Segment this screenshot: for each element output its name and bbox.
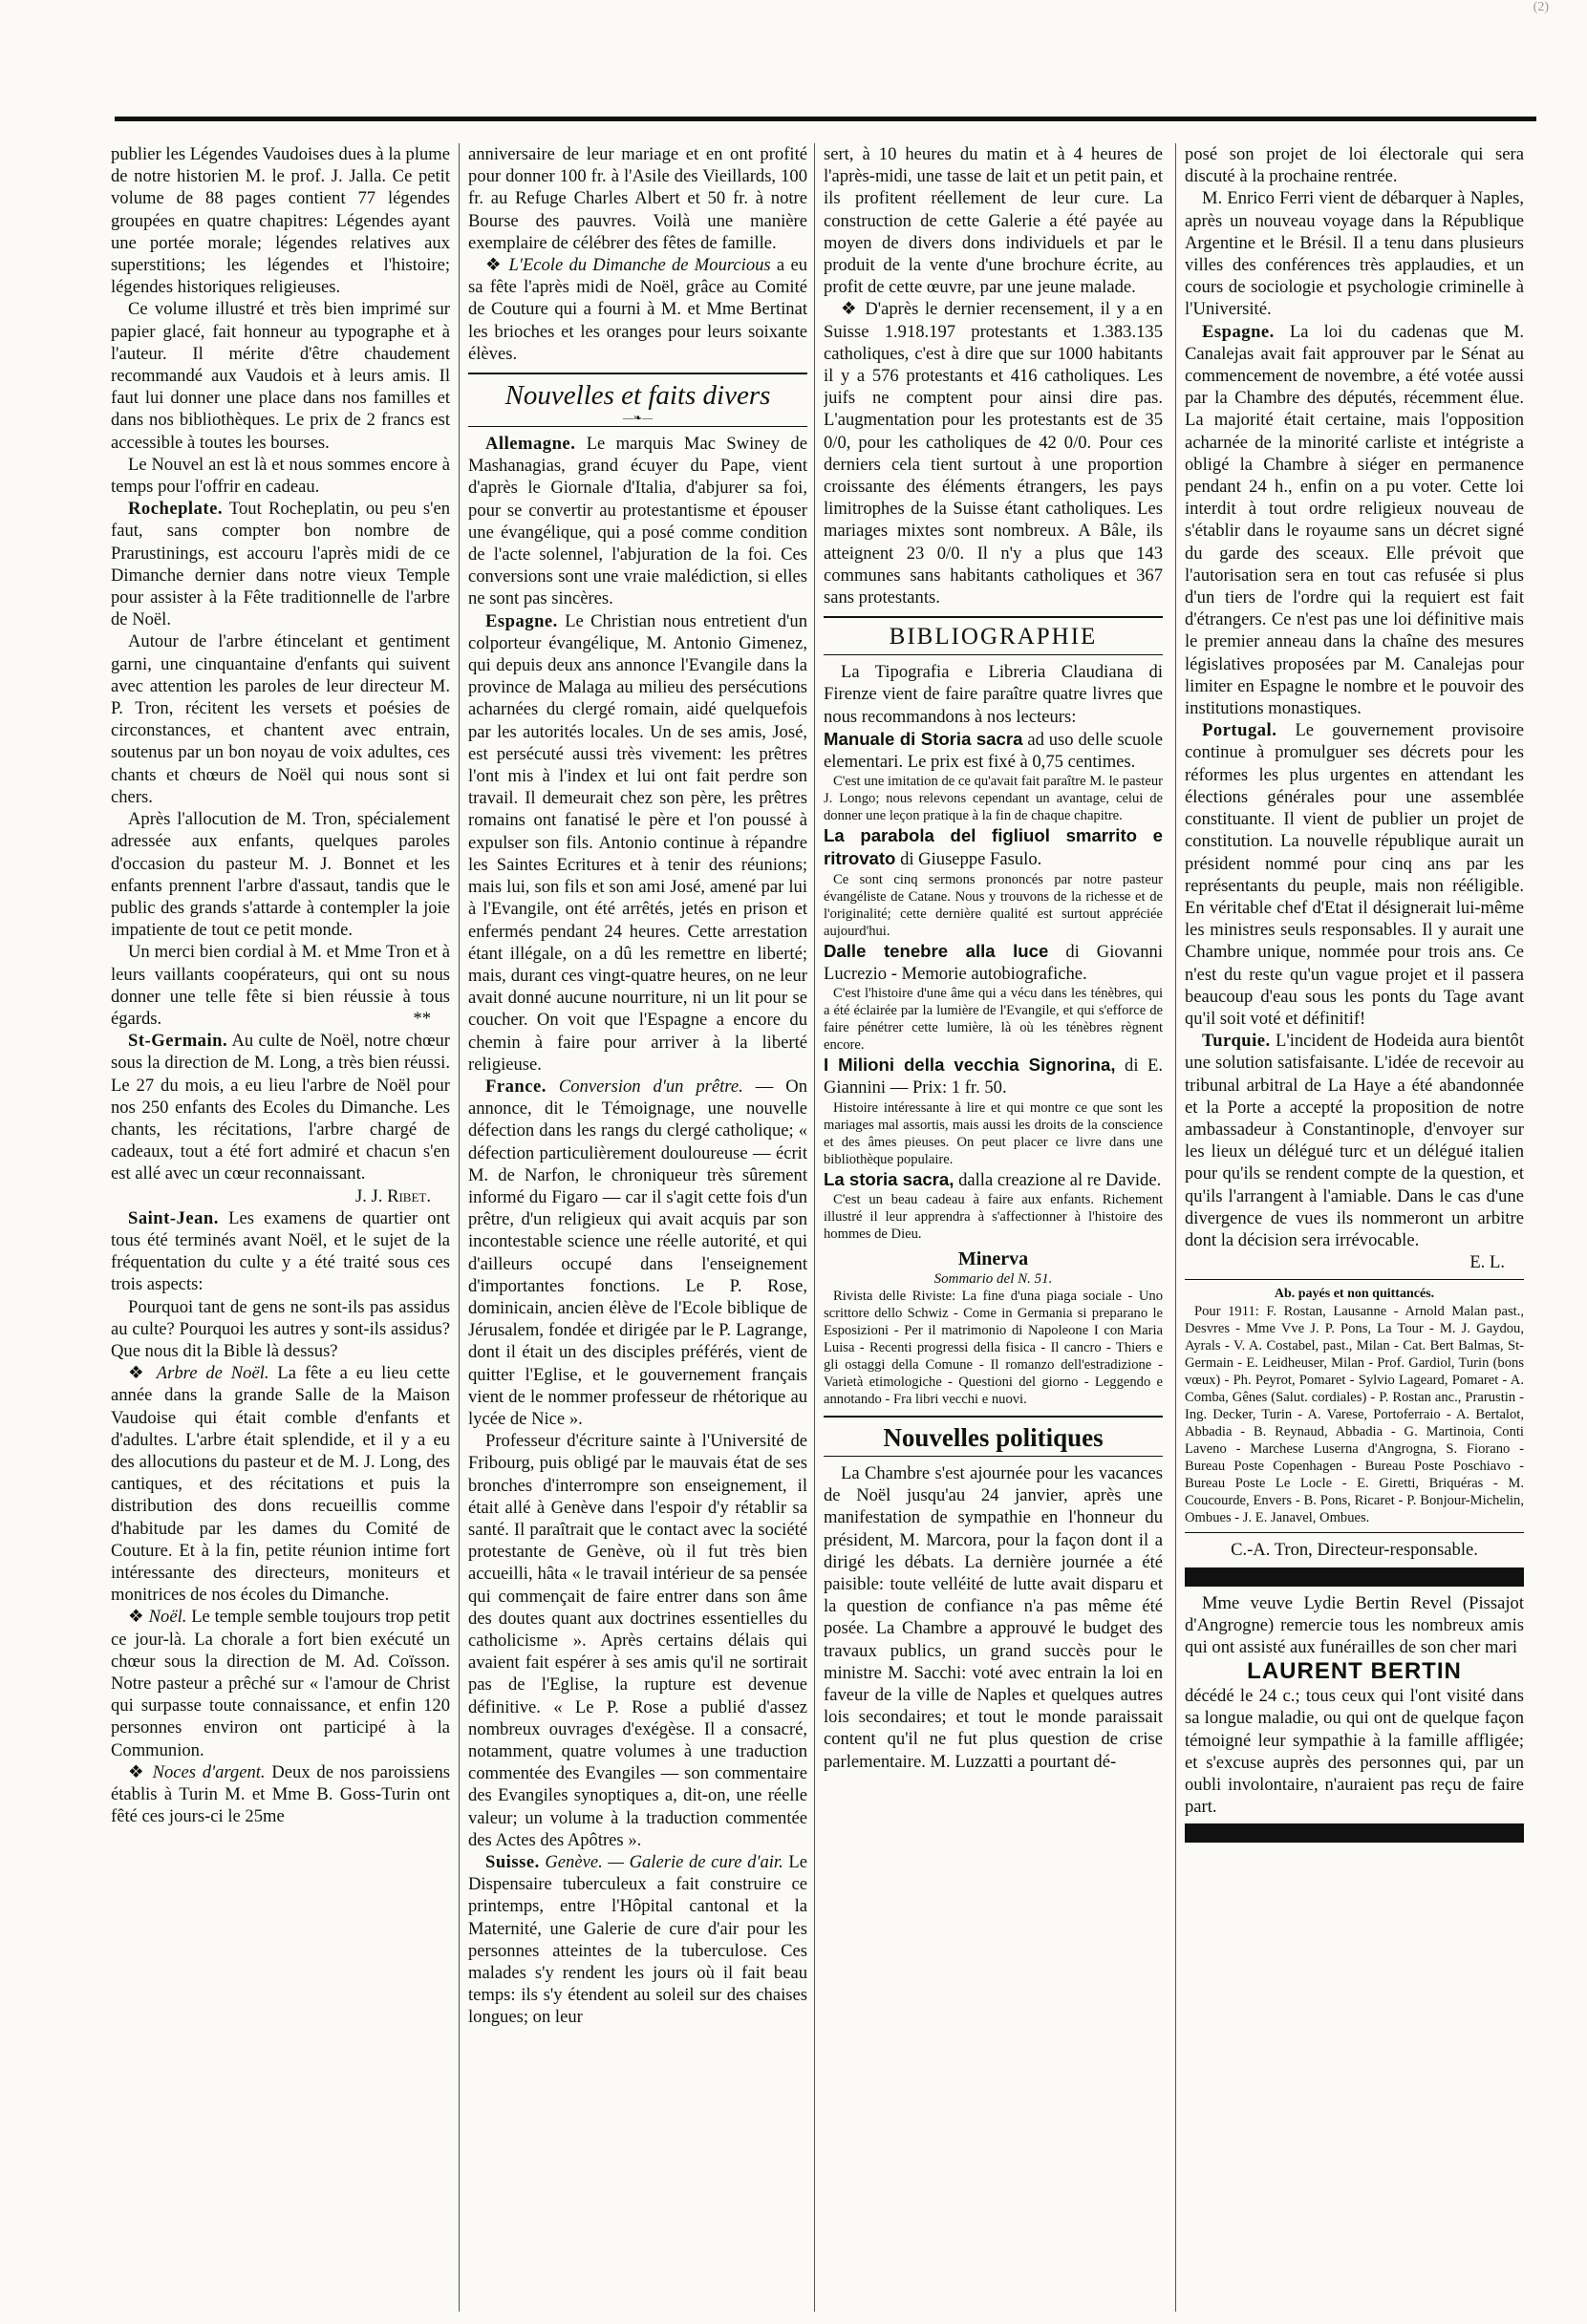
news-item-noces (111, 1761, 450, 1828)
subscriptions-list: Pour 1911: F. Rostan, Lausanne - Arnold Malan past., Desvres - Mme Vve J. P. Pons, La Tour - M. J. Gaydou, Ayrals - V. A. Costabel, past., Milan - Cat. Bert Balmas, St-Germain - E. Leidheuser, Milan - Prof. Gardiol, Turin (bons vœux) - Ph. Peyrot, Pomaret - Sylvio Lageard, Pomaret - A. Comba, Gênes (Salut. cordiales) - P. Rostan anc., Prarustin - Ing. Decker, Turin - A. Varese, Portoferraio - A. Bertalot, Abbadia - B. Reynaud, Abbadia - G. Martinoia, Conti Laveno - Marchese Luserna d'Angrogna, S. Fiorano - Bureau Poste Copenhagen - Bureau Poste Poschiavo - Bureau Poste Le Locle - E. Giretti, Briquéras - M. Coucourde, Envers - B. Pons, Ricaret - P. Bonjour-Michelin, Ombues - J. E. Janavel, Ombues. (1185, 1304, 1524, 1526)
ornament-icon: —❧— (622, 413, 654, 425)
book-title: I Milioni della vecchia Signorina, (824, 1055, 1116, 1076)
book-title: Manuale di Storia sacra (824, 728, 1023, 749)
book-title: Dalle tenebre alla luce (824, 940, 1049, 961)
director-line: C.-A. Tron, Directeur-responsable. (1231, 1540, 1478, 1561)
section-header (824, 1416, 1163, 1457)
article-paragraph: M. Enrico Ferri vient de débarquer à Naples, après un nouveau voyage dans la République Argentine et le Brésil. Il a tenu dans plusieurs villes des conférences très applaudies, et un cours de sociologie et psychologie criminelle à l'Université. (1185, 188, 1524, 320)
book-entry (824, 940, 1163, 985)
book-entry (824, 824, 1163, 870)
article-paragraph (111, 941, 450, 1030)
black-bar (1185, 1823, 1524, 1843)
book-details: di Giovanni Lucrezio - Memorie autobiografiche. (824, 941, 1163, 984)
article-paragraph: Pourquoi tant de gens ne sont-ils pas assidus au culte? Pourquoi les autres y sont-ils assidus? Que nous dit la Bible là dessus? (111, 1296, 450, 1361)
item-heading: Noël. (148, 1607, 187, 1628)
article-paragraph: Autour de l'arbre étincelant et gentiment garni, une cinquantaine d'enfants qui suivent avec attention les paroles de leur directeur M. P. Tron, récitent les versets et poésies de circonstances, et chantent avec entrain, soutenus par un bon noyau de voix adultes, ces chants et chœurs de Noël qui nous sont si chers. (111, 631, 450, 807)
column-1 (111, 143, 450, 2312)
section-title: BIBLIOGRAPHIE (889, 624, 1098, 650)
news-item-stjean (111, 1207, 450, 1296)
book-entry (824, 1054, 1163, 1098)
item-text: L'incident de Hodeida aura bientôt une solution satisfaisante. L'idée de recevoir au tribunal arbitral de La Haye a été abandonnée et la Porte a accepté la proposition de notre ambassadeur à Constantinople, d'envoyer sur les lieux un délégué turc et un délégué italien pour qu'ils se rendent compte de la question, et qu'ils l'arrangent à l'amiable. Dans le cas d'une divergence de vues ils nommeront un arbitre dont la décision sera irrévocable. (1185, 1031, 1524, 1250)
news-item-espagne (1185, 321, 1524, 720)
column-divider (1175, 143, 1176, 2312)
item-text: Le Christian nous entretient d'un colporteur évangélique, M. Antonio Gimenez, qui depuis deux ans annonce l'Evangile dans la province de Malaga au milieu des persécutions acharnées du clergé romain, aidé quelquefois par les autorités locales. Un de ses amis, José, est persécuté aussi très vivement: les prêtres l'ont mis à l'index et lui ont fait perdre son travail. Il demeurait chez son père, les prêtres romains ont fanatisé le père et l'on poussé à expulser son fils. Antonio continue à répandre les Saintes Ecritures et à tenir des réunions; mais lui, son fils et son ami José, amené par lui à l'Evangile, ont été arrêtés, jetés en prison et enfermés pendant 24 heures. Cette arrestation étant illégale, on a dû les remettre en liberté; mais, durant ces vingt-quatre heures, on ne leur avait donné aucune nourriture, ni un lit pour se coucher. On voit que l'Espagne a encore du chemin à faire pour arriver à la liberté religieuse. (468, 610, 807, 1075)
article-paragraph: sert, à 10 heures du matin et à 4 heures de l'après-midi, une tasse de lait et un petit pain, et ils profitent réellement de leur cure. La construction de cette Galerie a été payée au moyen de divers dons individuels et par le produit de la vente d'une brochure écrite, au profit de cette œuvre, par une jeune malade. (824, 144, 1163, 298)
paragraph-text: Un merci bien cordial à M. et Mme Tron et à leurs vaillants coopérateurs, qui ont su nous donner une telle fête si bien réussie à tous égards. (111, 942, 450, 1029)
signature-stars: ** (413, 1008, 431, 1029)
death-notice-text: décédé le 24 c.; tous ceux qui l'ont visité dans sa longue maladie, ou qui ont de quelque façon témoigné leur sympathie à la famille affligée; et s'excuse auprès des personnes qui, par un oubli involontaire, n'auraient pas reçu de faire part. (1185, 1686, 1524, 1818)
divider (1185, 1279, 1524, 1280)
subscriptions-heading: Ab. payés et non quittancés. (1274, 1287, 1435, 1302)
column-divider (814, 143, 815, 2312)
item-text: Le marquis Mac Swiney de Mashanagias, grand écuyer du Pape, vient d'après le Giornale d'Italia, d'abjurer sa foi, pour se convertir au protestantisme et épouser une évangélique, qui a posé comme condition de l'acte solennel, l'abjuration de la foi. Ces conversions sont une vraie malédiction, si elles ne sont pas sincères. (468, 434, 807, 609)
top-rule (115, 117, 1536, 121)
news-item-noel (111, 1606, 450, 1760)
item-text: Au culte de Noël, notre chœur sous la direction de M. Long, a très bien réussi. Le 27 du mois, a eu lieu l'arbre de Noël pour nos 250 enfants des Ecoles du Dimanche. Les chants, les récitations, l'arbre chargé de cadeaux, tout a été fort admiré et chacun s'en est allé avec un cœur reconnaissant. (111, 1031, 450, 1184)
article-paragraph: Le Nouvel an est là et nous sommes encore à temps pour l'offrir en cadeau. (111, 454, 450, 498)
news-item-allemagne (468, 433, 807, 610)
news-item-france (468, 1076, 807, 1430)
news-item-espagne (468, 610, 807, 1076)
paragraph-text: D'après le dernier recensement, il y a en Suisse 1.918.197 protestants et 1.383.135 catholiques, c'est à dire que sur 1000 habitants il y a 576 protestants et 416 catholiques. Les juifs ne comptent pour ainsi dire pas. L'augmentation pour les protestants est de 35 0/0, pour les catholiques de 42 0/0. Pour ces derniers cela tient surtout à une proportion croissante des éléments étrangers, les pays limitrophes de la Suisse étant catholiques. Les mariages mixtes sont nombreux. A Bâle, ils atteignent 23 0/0. Il n'y a plus que 143 communes sans habitants catholiques et 367 sans protestants. (824, 299, 1163, 608)
column-2 (468, 143, 807, 2312)
periodical-contents: Rivista delle Riviste: La fine d'una piaga sociale - Uno scrittore dello Schwiz - Come in Germania si preparano le Esposizioni - Per il matrimonio di Napoleone I con Maria Luisa - Recenti progressi della fisica - Il cancro - Thiers e gli ostaggi della Comune - Il romanzo dell'estradizione - Varietà etimologiche - Questioni del giorno - Leggendo e annotando - Fra libri vecchi e nuovi. (824, 1288, 1163, 1407)
article-paragraph: Ce volume illustré et très bien imprimé sur papier glacé, fait honneur au typographe et à l'auteur. Il mérite d'être chaudement recommandé aux Vaudois et à leurs amis. Il faut lui donner une place dans nos familles et dans nos bibliothèques. Le prix de 2 francs est accessible à toutes les bourses. (111, 299, 450, 453)
section-header (824, 616, 1163, 655)
item-text: — On annonce, dit le Témoignage, une nouvelle défection dans les rangs du clergé catholique; « défection particulièrement douloureuse — écrit M. de Narfon, le chroniqueur très sûrement informé du Figaro — car il s'agit cette fois d'un prêtre, d'un religieux qui avait acquis par son incontestable science une réelle autorité, et qui d'ailleurs occupé dans l'enseignement d'importantes fonctions. Le P. Rose, dominicain, ancien élève de l'Ecole biblique de Jérusalem, fondée et dirigée par le P. Lagrange, dont il était un des disciples préférés, vient de quitter l'Eglise, et le gouvernement français vient de le nommer professeur de rhétorique au lycée de Nice ». (468, 1076, 807, 1429)
section-header (468, 373, 807, 427)
book-title: La storia sacra, (824, 1168, 954, 1189)
item-heading: Espagne. (485, 610, 558, 631)
news-item-rocheplate (111, 498, 450, 630)
item-heading: Arbre de Noël. (156, 1363, 269, 1384)
clover-icon: ❖ (485, 255, 509, 276)
item-heading: Portugal. (1202, 720, 1277, 741)
periodical-title: Minerva (957, 1247, 1029, 1269)
periodical-subtitle: Sommario del N. 51. (933, 1270, 1053, 1287)
book-note: C'est une imitation de ce qu'avait fait paraître M. le pasteur J. Longo; nous relevons cependant un avantage, celui de donner une leçon pratique à la fin de chaque chapitre. (824, 774, 1163, 824)
clover-icon: ❖ (841, 299, 866, 320)
item-subheading: Conversion d'un prêtre. (546, 1076, 743, 1097)
signature: E. L. (1469, 1252, 1505, 1273)
news-item-portugal (1185, 719, 1524, 1030)
item-heading: Espagne. (1202, 321, 1275, 342)
item-text: La fête a eu lieu cette année dans la grande Salle de la Maison Vaudoise qui était comble d'enfants et d'adultes. L'arbre était splendide, et il y a eu des allocutions du pasteur et de M. J. Long, des cantiques, et des récitations et puis la distribution des dons recueillis comme d'habitude par les dames du Comité de Couture. Et à la fin, petite réunion intime fort intéressante des directeurs, moniteurs et monitrices de nos écoles du Dimanche. (111, 1363, 450, 1606)
news-item-suisse (468, 1851, 807, 2029)
news-item-arbre (111, 1362, 450, 1606)
death-notice-name: LAURENT BERTIN (1247, 1658, 1462, 1685)
article-paragraph: La Chambre s'est ajournée pour les vacances de Noël jusqu'au 24 janvier, après une manifestation de sympathie en l'honneur du président, M. Marcora, pour la façon dont il a dirigé les débats. La dernière journée a été paisible: toute velléité de lutte avait disparu et la question de confiance n'a pas même été posée. La Chambre a approuvé le budget des travaux publics, un grand succès pour le ministre M. Sacchi: voté avec entrain la loi en faveur de la ville de Naples et quelques autres lois secondaires; et tout le monde paraissait content qu'il ne fut plus question de crise parlementaire. M. Luzzatti a pourtant dé- (824, 1462, 1163, 1772)
item-subheading: Genève. — Galerie de cure d'air. (539, 1852, 783, 1873)
article-paragraph: La Tipografia e Libreria Claudiana di Firenze vient de faire paraître quatre livres que nous recommandons à nos lecteurs: (824, 662, 1163, 727)
book-details: dalla creazione al re Davide. (954, 1169, 1162, 1190)
signature: J. J. Ribet. (355, 1185, 431, 1206)
news-item-stgermain (111, 1030, 450, 1184)
item-text: Tout Rocheplatin, ou peu s'en faut, sans compter bon nombre de Prarustinings, est accouru l'après midi de ce Dimanche dernier dans notre vieux Temple pour assister à la Fête traditionnelle de l'arbre de Noël. (111, 499, 450, 630)
item-heading: Saint-Jean. (128, 1207, 219, 1228)
item-heading: Allemagne. (485, 434, 576, 455)
section-title: Nouvelles politiques (883, 1422, 1104, 1452)
book-entry (824, 728, 1163, 773)
article-paragraph: publier les Légendes Vaudoises dues à la plume de notre historien M. le prof. J. Jalla. Ce petit volume de 88 pages contient 77 légendes groupées en quatre chapitres: Légendes ayant une portée morale; légendes relatives aux superstitions; les légendes et l'histoire; légendes historiques religieuses. (111, 144, 450, 298)
book-details: ad uso delle scuole elementari. Le prix est fixé à 0,75 centimes. (824, 729, 1163, 773)
book-details: di Giuseppe Fasulo. (895, 849, 1042, 870)
article-paragraph: Après l'allocution de M. Tron, spécialement adressée aux enfants, quelques paroles d'occasion du pasteur M. J. Bonnet et les enfants prennent l'arbre d'assaut, tandis que le public des grands s'attarde à contempler la joie impatiente de tout ce petit monde. (111, 809, 450, 941)
item-text: Le temple semble toujours trop petit ce jour-là. La chorale a fort bien exécuté un chœur sous la direction de M. Ad. Coïsson. Notre pasteur a prêché sur « l'amour de Christ qui surpasse toute connaissance, et enfin 120 personnes environ ont participé à la Communion. (111, 1607, 450, 1760)
death-notice-intro: Mme veuve Lydie Bertin Revel (Pissajot d'Angrogne) remercie tous les nombreux amis qui ont assisté aux funérailles de son cher mari (1185, 1592, 1524, 1657)
book-title: La parabola del figliuol smarrito e ritrovato (824, 825, 1163, 869)
item-text: a eu sa fête l'après midi de Noël, grâce au Comité de Couture qui a fourni à M. et Mme Bertinat les brioches et les oranges pour leurs soixante élèves. (468, 255, 807, 364)
article-paragraph: posé son projet de loi électorale qui sera discuté à la prochaine rentrée. (1185, 144, 1524, 187)
clover-icon: ❖ (128, 1607, 149, 1628)
article-paragraph: Professeur d'écriture sainte à l'Université de Fribourg, puis obligé par le mauvais état de ses bronches d'interrompre son enseignement, il était allé à Genève dans l'espoir d'y rétablir sa santé. Il paraîtrait que le contact avec la société protestante de Genève, où il fut très bien accueilli, hâta « le travail intérieur de sa pensée qui commençait de faire entrer dans son âme des doutes quant aux doctrines essentielles du catholicisme ». Après certains délais qui avaient fait espérer à ses amis qu'il ne sortirait pas de l'Eglise, la rupture est devenue définitive. « Le P. Rose a publié d'assez nombreux ouvrages d'exégèse. Il a consacré, notamment, quatre volumes à une traduction commentée des Evangiles — son commentaire des Evangiles synoptiques a, dit-on, une réelle valeur; un volume à la traduction commentée des Actes des Apôtres ». (468, 1431, 807, 1850)
column-divider (459, 143, 460, 2312)
item-heading: L'Ecole du Dimanche de Mourcious (508, 255, 771, 276)
column-4 (1185, 143, 1524, 2312)
column-3 (824, 143, 1163, 2312)
item-text: Deux de nos paroissiens établis à Turin M. et Mme B. Goss-Turin ont fêté ces jours-ci le 25me (111, 1761, 450, 1827)
book-details: di E. Giannini — Prix: 1 fr. 50. (824, 1055, 1163, 1098)
news-item-turquie (1185, 1030, 1524, 1251)
item-text: La loi du cadenas que M. Canalejas avait fait approuver par le Sénat au commencement de novembre, a été votée aussi par la Chambre des députés, récemment élue. La majorité était certaine, mais l'opposition acharnée de la minorité carliste et intégriste a obligé la Chambre à siéger en permanence pendant 24 h., enfin on a pu voter. Cette loi interdit à tout ordre religieux nouveau de s'établir dans le royaume sans un décret signé du garde des sceaux. Elle prévoit que l'autorisation sera en tout cas refusée si plus d'un tiers de l'ordre qui la requiert est fait d'étrangers. Ce n'est pas une loi définitive mais le premier anneau dans la chaîne des mesures législatives proposées par M. Canalejas pour limiter en Espagne le nombre et le pouvoir des institutions monastiques. (1185, 321, 1524, 719)
article-paragraph: anniversaire de leur mariage et en ont profité pour donner 100 fr. à l'Asile des Vieillards, 100 fr. au Refuge Charles Albert et 50 fr. à notre Bourse des pauvres. Voilà une manière exemplaire de célébrer des fêtes de famille. (468, 144, 807, 253)
book-note: C'est l'histoire d'une âme qui a vécu dans les ténèbres, qui a été éclairée par la lumière de l'Evangile, et qui s'efforce de faire pénétrer cette lumière, là où les ténèbres règnent encore. (824, 986, 1163, 1054)
item-heading: Turquie. (1202, 1031, 1271, 1052)
item-heading: Rocheplate. (128, 499, 223, 520)
item-text: Les examens de quartier ont tous été terminés avant Noël, et le sujet de la fréquentation du culte y a été traité sous ces trois aspects: (111, 1207, 450, 1295)
book-note: Ce sont cinq sermons prononcés par notre pasteur évangéliste de Catane. Nous y trouvons de la richesse et de l'originalité; cette dernière qualité est surtout appréciée aujourd'hui. (824, 871, 1163, 939)
item-text: Le gouvernement provisoire continue à promulguer ses décrets pour les réformes les plus urgentes en attendant les élections générales pour une assemblée constituante. Il vient de publier un projet de constitution. La nouvelle république aurait un président nommé pour cinq ans par les représentants du peuple, mais non rééligible. En véritable chef d'Etat il désignerait lui-même les ministres seuls responsables. Il y aurait une Chambre unique, nommée pour trois ans. Ce n'est du reste qu'un vague projet et il passera beaucoup d'eau sous les ponts du Tage avant qu'il soit voté et définitif! (1185, 720, 1524, 1029)
black-bar (1185, 1567, 1524, 1587)
page-mark: (2) (1533, 0, 1549, 14)
article-paragraph (824, 298, 1163, 608)
clover-icon: ❖ (128, 1761, 153, 1782)
section-title: Nouvelles et faits divers (504, 380, 771, 412)
item-heading: Noces d'argent. (152, 1761, 266, 1782)
item-heading: Suisse. (485, 1852, 540, 1873)
book-note: Histoire intéressante à lire et qui montre ce que sont les mariages mal assortis, mais aussi les droits de la conscience et des âmes pieuses. On peut placer ce livre dans une bibliothèque populaire. (824, 1099, 1163, 1167)
clover-icon: ❖ (128, 1363, 157, 1384)
book-note: C'est un beau cadeau à faire aux enfants. Richement illustré il leur apprendra à s'affectionner à l'histoire des hommes de Dieu. (824, 1191, 1163, 1242)
book-entry (824, 1168, 1163, 1191)
news-item-ecole (468, 254, 807, 365)
divider (1185, 1532, 1524, 1533)
item-text: Le Dispensaire tuberculeux a fait construire ce printemps, entre l'Hôpital cantonal et la Maternité, une Galerie de cure d'air pour les personnes atteintes de la tuberculose. Ces malades s'y rendent les jours où il fait beau temps: ils s'y étendent au soleil sur des chaises longues; on leur (468, 1852, 807, 2028)
item-heading: France. (485, 1076, 547, 1097)
item-heading: St-Germain. (128, 1031, 228, 1052)
